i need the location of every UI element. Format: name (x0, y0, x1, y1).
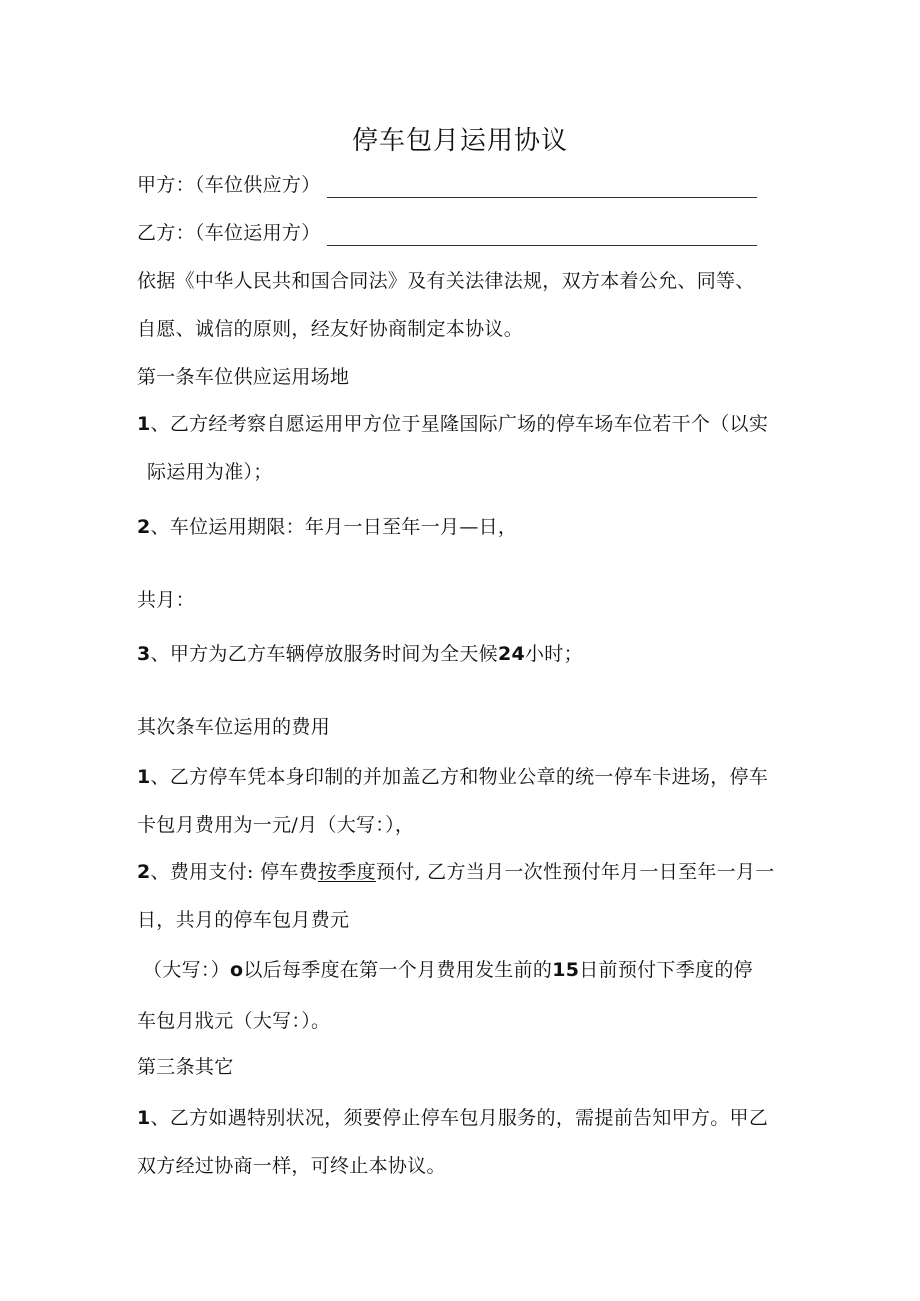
item-number: 2 (137, 861, 151, 883)
item-text: 、乙方如遇特别状况，须要停止停车包月服务的，需提前告知甲方。甲乙 (150, 1107, 769, 1129)
item-tail: 小时； (524, 643, 583, 665)
item-number: 3 (137, 643, 151, 665)
item-text: 、车位运用期限：年月一日至年一月—日， (150, 516, 518, 538)
day-number: 15 (552, 959, 580, 981)
item-number: 1 (137, 766, 151, 788)
article-1-item-2-cont: 共月： (137, 589, 195, 611)
item-text: 、乙方经考察自愿运用甲方位于星隆国际广场的停车场车位若干个（以实 (150, 413, 769, 435)
party-a-blank (327, 177, 757, 198)
preamble-line-1: 依据《中华人民共和国合同法》及有关法律法规，双方本着公允、同等、 (137, 270, 755, 292)
item-text: 、费用支付: 停车费 (150, 861, 318, 883)
article-2-item-2-line-3 (143, 957, 753, 983)
article-2-item-2-line-2: 日，共月的停车包月费元 (137, 909, 350, 931)
item-number: 1 (137, 413, 151, 435)
article-2-item-2-line-4: 车包月戕元（大写：）。 (137, 1010, 331, 1032)
article-1-item-1 (137, 411, 768, 437)
article-1-heading: 第一条车位供应运用场地 (137, 366, 350, 388)
document-title: 停车包月运用协议 (351, 126, 568, 156)
article-1-item-3 (137, 641, 583, 667)
party-b-blank (327, 225, 757, 246)
article-3-heading: 第三条其它 (137, 1056, 234, 1078)
hours-number: 24 (497, 643, 525, 665)
item-number: 2 (137, 516, 151, 538)
item-text-mid: 以后每季度在第一个月费用发生前的 (243, 959, 553, 981)
party-b-label: 乙方：（车位运用方） (137, 222, 321, 244)
article-1-item-2 (137, 514, 517, 540)
party-b-line (137, 220, 757, 246)
underlined-term: 按季度 (317, 861, 376, 883)
item-text: 、甲方为乙方车辆停放服务时间为全天候 (150, 643, 498, 665)
article-2-item-1 (137, 764, 768, 790)
item-text-cont: 预付, 乙方当月一次性预付年月一日至年一月一 (375, 861, 775, 883)
item-text-tail: 日前预付下季度的停 (579, 959, 753, 981)
article-2-item-1-cont: 卡包月费用为一元/月（大写：）， (137, 814, 415, 836)
letter-o: o (230, 959, 244, 981)
article-1-item-1-cont: 际运用为准）； (147, 461, 273, 483)
item-text: （大写：） (143, 959, 231, 981)
preamble-line-2: 自愿、诚信的原则，经友好协商制定本协议。 (137, 318, 524, 340)
article-2-item-2 (137, 859, 775, 885)
article-3-item-1-cont: 双方经过协商一样，可终止本协议。 (137, 1155, 446, 1177)
item-text: 、乙方停车凭本身印制的并加盖乙方和物业公章的统一停车卡进场，停车 (150, 766, 769, 788)
article-2-heading: 其次条车位运用的费用 (137, 716, 331, 738)
party-a-label: 甲方：（车位供应方） (137, 174, 321, 196)
item-number: 1 (137, 1107, 151, 1129)
article-3-item-1 (137, 1105, 768, 1131)
party-a-line (137, 172, 757, 198)
